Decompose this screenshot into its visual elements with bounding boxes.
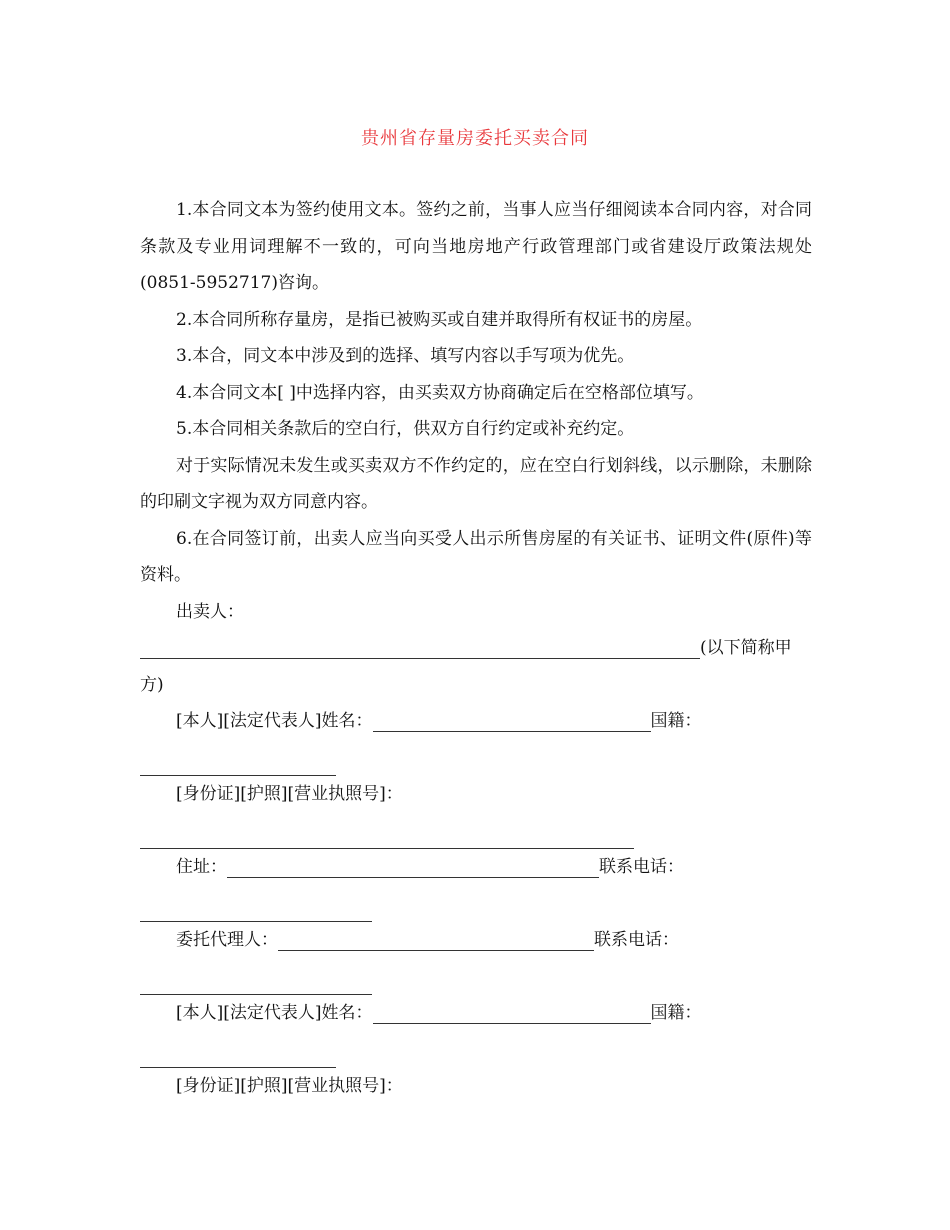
paragraph-2: 2.本合同所称存量房，是指已被购买或自建并取得所有权证书的房屋。 <box>176 309 703 330</box>
name-blank-2[interactable] <box>373 1001 651 1024</box>
address-label: 住址： <box>176 857 227 877</box>
id-label-1: [身份证][护照][营业执照号]： <box>176 784 403 804</box>
paragraph-3: 3.本合，同文本中涉及到的选择、填写内容以手写项为优先。 <box>176 346 635 366</box>
name-blank-1[interactable] <box>373 709 651 732</box>
id-label-2: [身份证][护照][营业执照号]： <box>176 1076 403 1096</box>
agent-label: 委托代理人： <box>176 930 278 950</box>
nationality-blank-row-1 <box>140 740 812 777</box>
seller-suffix-cont: 方) <box>140 674 164 695</box>
document-title: 贵州省存量房委托买卖合同 <box>361 128 589 149</box>
id-blank-row-1 <box>140 813 812 850</box>
nationality-label-1: 国籍： <box>650 711 702 731</box>
agent-person-row <box>140 995 812 1032</box>
nationality-blank-2[interactable] <box>140 1045 336 1068</box>
paragraph-1: 1.本合同文本为签约使用文本。签约之前，当事人应当仔细阅读本合同内容，对合同条款及专业用词理解不一致的，可向当地房地产行政管理部门或省建设厅政策法规处(0851-5952717)咨询。 <box>140 200 812 293</box>
id-blank-1[interactable] <box>140 826 634 849</box>
phone-label-1: 联系电话： <box>599 857 684 877</box>
phone-blank-2[interactable] <box>140 972 372 995</box>
name-label-2: [本人][法定代表人]姓名： <box>176 1003 373 1023</box>
agent-blank[interactable] <box>278 928 594 951</box>
nationality-blank-1[interactable] <box>140 753 336 776</box>
name-label-1: [本人][法定代表人]姓名： <box>176 711 373 731</box>
phone-label-2: 联系电话： <box>594 930 679 950</box>
address-row <box>140 849 812 886</box>
seller-suffix: (以下简称甲 <box>700 638 792 658</box>
paragraph-5: 5.本合同相关条款后的空白行，供双方自行约定或补充约定。 <box>176 419 635 439</box>
nationality-label-2: 国籍： <box>650 1003 702 1023</box>
paragraph-4: 4.本合同文本[ ]中选择内容，由买卖双方协商确定后在空格部位填写。 <box>176 382 704 403</box>
agent-row <box>140 922 812 959</box>
phone-blank-1[interactable] <box>140 899 372 922</box>
paragraph-6: 6.在合同签订前，出卖人应当向买受人出示所售房屋的有关证书、证明文件(原件)等资料。 <box>140 528 812 585</box>
phone-blank-row-1 <box>140 886 812 923</box>
seller-label: 出卖人： <box>176 601 244 622</box>
nationality-blank-row-2 <box>140 1032 812 1069</box>
seller-name-blank[interactable] <box>140 636 700 659</box>
phone-blank-row-2 <box>140 959 812 996</box>
paragraph-5-note: 对于实际情况未发生或买卖双方不作约定的，应在空白行划斜线，以示删除，未删除的印刷文字视为双方同意内容。 <box>140 455 812 512</box>
address-blank[interactable] <box>227 855 599 878</box>
document-body <box>140 192 812 1105</box>
seller-person-row <box>140 703 812 740</box>
seller-name-row <box>140 630 812 667</box>
